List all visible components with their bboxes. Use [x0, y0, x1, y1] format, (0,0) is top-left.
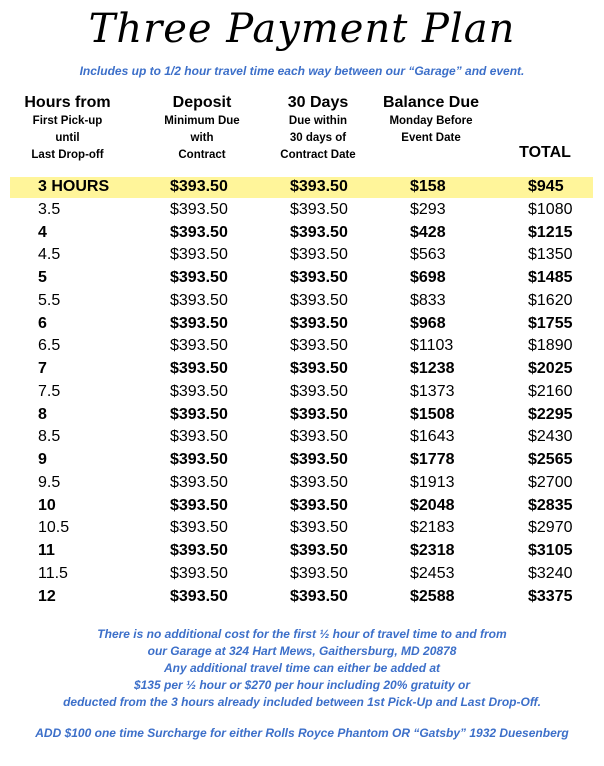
cell-days: $393.50: [290, 360, 348, 377]
cell-total: $1890: [528, 337, 573, 355]
table-row: [0, 564, 604, 587]
cell-total: $1755: [528, 314, 573, 332]
cell-days: $393.50: [290, 314, 348, 332]
cell-days: $393.50: [290, 178, 348, 195]
cell-total: $2970: [528, 519, 573, 537]
table-row: [0, 496, 604, 519]
cell-hours: 3.5: [38, 200, 61, 218]
cell-deposit: $393.50: [170, 451, 228, 468]
surcharge-note: ADD $100 one time Surcharge for either Rolls Royce Phantom OR “Gatsby” 1932 Duesenberg: [35, 726, 569, 740]
cell-total: $2295: [528, 405, 573, 423]
header-days-main: 30 Days: [287, 94, 349, 111]
header-balance-main: Balance Due: [382, 94, 480, 111]
cell-hours: 3 HOURS: [38, 178, 110, 195]
table-row: [0, 541, 604, 564]
table-row: [0, 473, 604, 496]
cell-total: $1080: [528, 200, 573, 218]
cell-deposit: $393.50: [170, 564, 228, 582]
cell-deposit: $393.50: [170, 337, 228, 355]
page-title: Three Payment Plan: [88, 6, 516, 52]
header-deposit-sub-1: Minimum Due: [164, 115, 240, 127]
cell-total: $1215: [528, 223, 573, 241]
cell-hours: 7: [38, 360, 47, 377]
footer-line: our Garage at 324 Hart Mews, Gaithersburg, MD 20878: [147, 644, 457, 658]
cell-deposit: $393.50: [170, 405, 228, 423]
cell-deposit: $393.50: [170, 428, 228, 446]
cell-days: $393.50: [290, 428, 348, 446]
cell-balance: $563: [410, 246, 446, 264]
header-deposit-sub-3: Contract: [178, 149, 226, 161]
cell-days: $393.50: [290, 519, 348, 537]
header-deposit-main: Deposit: [172, 94, 232, 111]
cell-balance: $293: [410, 200, 446, 218]
cell-balance: $1373: [410, 382, 455, 400]
payment-table: [0, 177, 604, 609]
footer-line: deducted from the 3 hours already included between 1st Pick-Up and Last Drop-Off.: [63, 695, 541, 709]
header-days-sub-1: Due within: [288, 115, 348, 127]
header-days-sub-2: 30 days of: [289, 132, 347, 144]
header-hours: [10, 93, 125, 164]
cell-total: $2430: [528, 428, 573, 446]
cell-balance: $428: [410, 223, 446, 241]
cell-total: $1350: [528, 246, 573, 264]
table-row: [0, 291, 604, 314]
header-deposit-sub-2: with: [190, 132, 214, 144]
cell-hours: 6.5: [38, 337, 61, 355]
footer-line: Any additional travel time can either be added at: [163, 661, 441, 675]
cell-total: $2700: [528, 473, 573, 491]
cell-hours: 4: [38, 223, 47, 241]
table-row: [0, 336, 604, 359]
cell-total: $3375: [528, 587, 573, 605]
table-row: [0, 518, 604, 541]
cell-deposit: $393.50: [170, 360, 228, 377]
cell-total: $2835: [528, 496, 573, 514]
cell-balance: $2183: [410, 519, 455, 537]
cell-hours: 10: [38, 496, 56, 514]
header-days-sub-3: Contract Date: [280, 149, 356, 161]
cell-hours: 11: [38, 542, 55, 559]
table-row: [0, 587, 604, 610]
cell-total: $945: [528, 178, 564, 195]
header-balance-sub-2: Event Date: [401, 132, 461, 144]
cell-hours: 9.5: [38, 473, 61, 491]
header-deposit: [142, 93, 262, 164]
cell-balance: $698: [410, 269, 446, 286]
cell-balance: $158: [410, 178, 446, 195]
cell-total: $3240: [528, 564, 573, 582]
cell-total: $3105: [528, 542, 573, 559]
cell-days: $393.50: [290, 451, 348, 468]
cell-balance: $833: [410, 291, 446, 309]
cell-balance: $1913: [410, 473, 455, 491]
table-row: [0, 177, 604, 200]
cell-balance: $968: [410, 314, 446, 332]
table-row: [0, 405, 604, 428]
header-hours-sub-2: until: [55, 132, 80, 144]
header-balance-sub-1: Monday Before: [389, 115, 473, 127]
cell-hours: 5.5: [38, 291, 61, 309]
cell-deposit: $393.50: [170, 178, 228, 195]
cell-hours: 7.5: [38, 382, 61, 400]
table-row: [0, 359, 604, 382]
cell-days: $393.50: [290, 200, 348, 218]
cell-days: $393.50: [290, 496, 348, 514]
cell-days: $393.50: [290, 337, 348, 355]
table-row: [0, 268, 604, 291]
table-row: [0, 200, 604, 223]
cell-deposit: $393.50: [170, 291, 228, 309]
table-row: [0, 450, 604, 473]
cell-total: $1485: [528, 269, 573, 286]
cell-hours: 5: [38, 269, 47, 286]
cell-deposit: $393.50: [170, 519, 228, 537]
cell-days: $393.50: [290, 405, 348, 423]
table-row: [0, 427, 604, 450]
cell-days: $393.50: [290, 542, 348, 559]
header-30-days: [260, 93, 376, 164]
cell-deposit: $393.50: [170, 382, 228, 400]
cell-hours: 8: [38, 405, 47, 423]
header-hours-main: Hours from: [24, 94, 111, 111]
table-row: [0, 382, 604, 405]
cell-deposit: $393.50: [170, 246, 228, 264]
cell-hours: 4.5: [38, 246, 61, 264]
table-row: [0, 245, 604, 268]
cell-hours: 6: [38, 314, 47, 332]
cell-total: $1620: [528, 291, 573, 309]
cell-total: $2160: [528, 382, 573, 400]
cell-balance: $1643: [410, 428, 455, 446]
cell-balance: $2048: [410, 496, 455, 514]
cell-balance: $1238: [410, 360, 455, 377]
cell-hours: 8.5: [38, 428, 61, 446]
cell-deposit: $393.50: [170, 542, 228, 559]
cell-days: $393.50: [290, 382, 348, 400]
cell-balance: $1508: [410, 405, 455, 423]
cell-deposit: $393.50: [170, 223, 228, 241]
table-row: [0, 314, 604, 337]
cell-deposit: $393.50: [170, 587, 228, 605]
table-row: [0, 223, 604, 246]
footer-notes: [0, 626, 604, 742]
cell-days: $393.50: [290, 564, 348, 582]
header-total-main: TOTAL: [519, 144, 571, 161]
cell-days: $393.50: [290, 223, 348, 241]
cell-total: $2565: [528, 451, 573, 468]
cell-balance: $2453: [410, 564, 455, 582]
cell-balance: $1778: [410, 451, 455, 468]
header-hours-sub-1: First Pick-up: [32, 115, 103, 127]
cell-days: $393.50: [290, 246, 348, 264]
cell-hours: 12: [38, 587, 56, 605]
cell-hours: 10.5: [38, 519, 70, 537]
footer-line: There is no additional cost for the first ½ hour of travel time to and from: [97, 627, 507, 641]
cell-balance: $2588: [410, 587, 455, 605]
cell-hours: 11.5: [38, 564, 68, 582]
cell-days: $393.50: [290, 473, 348, 491]
cell-days: $393.50: [290, 291, 348, 309]
header-hours-sub-3: Last Drop-off: [31, 149, 104, 161]
cell-days: $393.50: [290, 587, 348, 605]
footer-line: $135 per ½ hour or $270 per hour including 20% gratuity or: [133, 678, 471, 692]
cell-days: $393.50: [290, 269, 348, 286]
cell-deposit: $393.50: [170, 269, 228, 286]
cell-total: $2025: [528, 360, 573, 377]
cell-deposit: $393.50: [170, 473, 228, 491]
cell-balance: $2318: [410, 542, 455, 559]
cell-deposit: $393.50: [170, 200, 228, 218]
cell-deposit: $393.50: [170, 496, 228, 514]
cell-deposit: $393.50: [170, 314, 228, 332]
subtitle: Includes up to 1/2 hour travel time each way between our “Garage” and event.: [79, 64, 525, 78]
cell-hours: 9: [38, 451, 47, 468]
header-total: [505, 143, 585, 163]
cell-balance: $1103: [410, 337, 454, 355]
header-balance-due: [372, 93, 490, 147]
